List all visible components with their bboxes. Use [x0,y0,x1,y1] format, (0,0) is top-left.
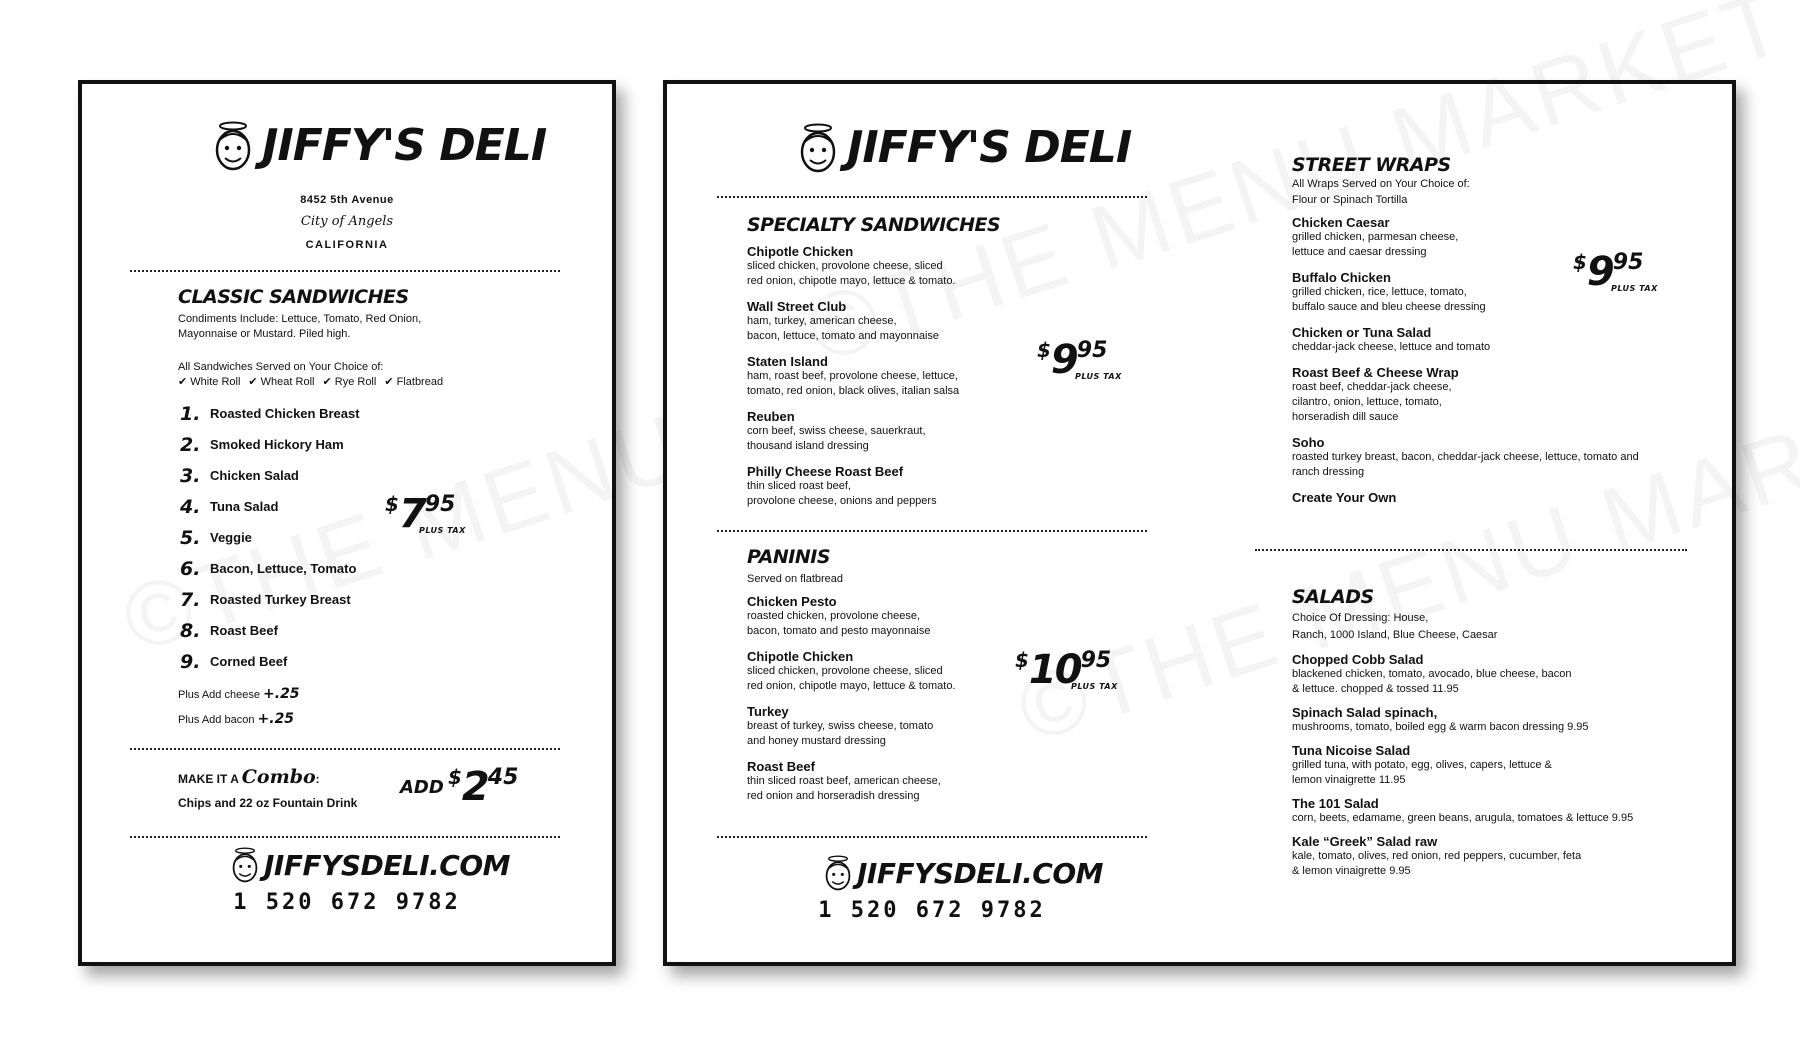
list-item [747,299,1007,344]
price-cents: 95 [1076,338,1108,363]
price-dollar: $ [1573,250,1587,274]
item-number: 5. [180,526,201,549]
item-name: Soho [1292,435,1325,450]
brand-name: JIFFY'S DELI [847,122,1132,173]
footer-brand [230,846,510,884]
specialty-list [747,244,1007,519]
website-link[interactable]: JIFFYSDELI.COM [264,848,511,882]
list-item [180,615,360,646]
salads-sub2: Ranch, 1000 Island, Blue Cheese, Caesar [1292,629,1498,641]
brand-logo [212,120,546,171]
addon-cheese [178,686,300,702]
classic-price [385,491,466,537]
item-desc: lemon vinaigrette 11.95 [1292,774,1406,786]
divider [130,836,560,838]
item-desc: thin sliced roast beef, [747,480,851,492]
item-name: Veggie [210,530,252,545]
address-street: 8452 5th Avenue [300,194,394,206]
website-link[interactable]: JIFFYSDELI.COM [857,856,1104,890]
item-desc: sliced chicken, provolone cheese, sliced [747,665,943,677]
paninis-price [1015,647,1118,693]
list-item [1292,490,1672,505]
combo-prefix: MAKE IT A [178,772,239,786]
divider [130,270,560,272]
specialty-price [1037,337,1122,383]
price-whole: 2 [461,764,488,810]
salads-sub1: Choice Of Dressing: House, [1292,612,1429,624]
list-item [180,553,360,584]
address-state: CALIFORNIA [305,239,389,251]
price-whole: 9 [1050,337,1077,383]
item-name: Tuna Nicoise Salad [1292,743,1411,758]
footer-brand [823,854,1103,892]
wraps-sub2: Flour or Spinach Tortilla [1292,194,1408,206]
item-desc: roasted chicken, provolone cheese, [747,610,921,622]
addon-price: +.25 [257,711,295,727]
address-city: City of Angels [300,214,394,229]
item-name: The 101 Salad [1292,796,1379,811]
item-name: Roasted Turkey Breast [210,592,351,607]
combo-colon: : [315,772,320,786]
phone-number[interactable]: 1 520 672 9782 [233,890,461,915]
item-number: 9. [180,650,201,673]
item-number: 4. [180,495,201,518]
brand-logo [797,122,1131,173]
item-desc: red onion, chipotle mayo, lettuce & tomato. [747,680,956,692]
addon-label: Plus Add bacon [178,714,255,726]
item-desc: blackened chicken, tomato, avocado, blue cheese, bacon [1292,668,1572,680]
wraps-sub1: All Wraps Served on Your Choice of: [1292,178,1470,190]
phone-number[interactable]: 1 520 672 9782 [818,898,1046,923]
item-desc: grilled chicken, parmesan cheese, [1292,231,1459,243]
item-name: Chicken Pesto [747,594,837,609]
item-desc: tomato, red onion, black olives, italian salsa [747,385,960,397]
salads-list [1292,652,1692,887]
list-item [180,429,360,460]
divider [1255,549,1687,551]
bread-option: ✔ White Roll [178,376,241,388]
brand-name: JIFFY'S DELI [262,120,547,171]
item-desc: cheddar-jack cheese, lettuce and tomato [1292,341,1491,353]
item-desc: mushrooms, tomato, boiled egg & warm bacon dressing 9.95 [1292,721,1589,733]
item-name: Kale “Greek” Salad raw [1292,834,1438,849]
item-desc: ranch dressing [1292,466,1365,478]
item-name: Bacon, Lettuce, Tomato [210,561,357,576]
item-name: Spinach Salad spinach, [1292,705,1438,720]
list-item [180,522,360,553]
item-name: Chipotle Chicken [747,649,854,664]
item-name: Roast Beef [210,623,278,638]
item-name: Turkey [747,704,789,719]
item-desc: thousand island dressing [747,440,869,452]
addon-label: Plus Add cheese [178,689,260,701]
paninis-subtitle: Served on flatbread [747,573,844,585]
combo-word: Combo [241,766,316,788]
item-name: Roasted Chicken Breast [210,406,360,421]
price-dollar: $ [1015,648,1029,672]
salads-title: SALADS [1292,586,1374,608]
item-desc: cilantro, onion, lettuce, tomato, [1292,396,1442,408]
price-tax: PLUS TAX [1075,372,1122,381]
item-desc: corn, beets, edamame, green beans, arugula, tomatoes & lettuce 9.95 [1292,812,1634,824]
item-number: 6. [180,557,201,580]
item-name: Chicken Salad [210,468,299,483]
mascot-face-icon [797,123,839,173]
price-dollar: $ [448,765,462,789]
item-name: Philly Cheese Roast Beef [747,464,904,479]
item-desc: roasted turkey breast, bacon, cheddar-jack cheese, lettuce, tomato and [1292,451,1639,463]
item-desc: ham, turkey, american cheese, [747,315,897,327]
list-item [180,460,360,491]
list-item [1292,705,1692,735]
price-cents: 95 [424,492,456,517]
mascot-face-icon [230,846,260,884]
item-name: Tuna Salad [210,499,279,514]
price-tax: PLUS TAX [1611,284,1658,293]
condiments-note: Condiments Include: Lettuce, Tomato, Red Onion, Mayonnaise or Mustard. Piled high. [178,313,422,340]
price-whole: 7 [398,491,425,537]
list-item [747,594,1007,639]
classic-sandwich-list [180,398,360,677]
combo-price [448,764,519,810]
left-menu-page [78,80,616,966]
paninis-list [747,594,1007,814]
item-desc: and honey mustard dressing [747,735,886,747]
bread-option: ✔ Flatbread [384,376,444,388]
item-desc: & lettuce. chopped & tossed 11.95 [1292,683,1459,695]
item-desc: grilled chicken, rice, lettuce, tomato, [1292,286,1467,298]
specialty-sandwiches-title: SPECIALTY SANDWICHES [747,214,1001,236]
item-name: Corned Beef [210,654,288,669]
list-item [1292,325,1672,355]
list-item [747,649,1007,694]
bread-option: ✔ Rye Roll [322,376,377,388]
item-desc: sliced chicken, provolone cheese, sliced [747,260,943,272]
price-cents: 95 [1080,648,1112,673]
divider [717,196,1147,198]
list-item [1292,743,1692,788]
list-item [1292,435,1672,480]
item-name: Chicken Caesar [1292,215,1390,230]
price-tax: PLUS TAX [1071,682,1118,691]
list-item [1292,796,1692,826]
item-desc: buffalo sauce and bleu cheese dressing [1292,301,1486,313]
list-item [180,491,360,522]
item-number: 2. [180,433,201,456]
combo-heading [178,766,320,788]
item-name: Buffalo Chicken [1292,270,1391,285]
list-item [747,409,1007,454]
item-desc: red onion, chipotle mayo, lettuce & tomato. [747,275,956,287]
right-menu-page [663,80,1736,966]
paninis-title: PANINIS [747,546,831,568]
list-item [747,354,1007,399]
list-item [180,584,360,615]
divider [717,836,1147,838]
item-desc: thin sliced roast beef, american cheese, [747,775,941,787]
bread-options [178,375,443,390]
item-name: Reuben [747,409,795,424]
list-item [1292,834,1692,879]
addon-bacon [178,711,294,727]
item-desc: ham, roast beef, provolone cheese, lettuce, [747,370,958,382]
item-desc: kale, tomato, olives, red onion, red peppers, cucumber, feta [1292,850,1582,862]
combo-add-label: ADD [400,777,444,798]
item-name: Roast Beef [747,759,815,774]
item-desc: red onion and horseradish dressing [747,790,920,802]
item-desc: grilled tuna, with potato, egg, olives, capers, lettuce & [1292,759,1552,771]
price-whole: 10 [1028,647,1081,693]
price-cents: 95 [1612,250,1644,275]
list-item [747,244,1007,289]
item-name: Chipotle Chicken [747,244,854,259]
wraps-price [1573,249,1658,295]
item-number: 3. [180,464,201,487]
item-name: Staten Island [747,354,828,369]
mascot-face-icon [823,854,853,892]
addon-price: +.25 [263,686,300,702]
mascot-face-icon [212,121,254,171]
divider [717,530,1147,532]
bread-option: ✔ Wheat Roll [248,376,315,388]
price-cents: 45 [487,765,519,790]
price-whole: 9 [1586,249,1613,295]
item-desc: corn beef, swiss cheese, sauerkraut, [747,425,926,437]
price-dollar: $ [385,492,399,516]
item-name: Create Your Own [1292,490,1397,505]
list-item [747,704,1007,749]
street-wraps-title: STREET WRAPS [1292,154,1451,176]
item-desc: bacon, tomato and pesto mayonnaise [747,625,931,637]
item-desc: breast of turkey, swiss cheese, tomato [747,720,934,732]
item-desc: bacon, lettuce, tomato and mayonnaise [747,330,940,342]
item-name: Wall Street Club [747,299,847,314]
item-desc: horseradish dill sauce [1292,411,1399,423]
list-item [1292,652,1692,697]
item-desc: roast beef, cheddar-jack cheese, [1292,381,1452,393]
item-number: 8. [180,619,201,642]
classic-sandwiches-title: CLASSIC SANDWICHES [178,286,409,308]
list-item [1292,365,1672,425]
item-desc: lettuce and caesar dressing [1292,246,1427,258]
item-name: Chopped Cobb Salad [1292,652,1424,667]
item-name: Chicken or Tuna Salad [1292,325,1432,340]
list-item [747,464,1007,509]
item-desc: provolone cheese, onions and peppers [747,495,937,507]
divider [130,748,560,750]
item-number: 1. [180,402,201,425]
price-tax: PLUS TAX [419,526,466,535]
list-item [747,759,1007,804]
list-item [180,646,360,677]
list-item [180,398,360,429]
item-name: Smoked Hickory Ham [210,437,344,452]
item-number: 7. [180,588,201,611]
item-desc: & lemon vinaigrette 9.95 [1292,865,1411,877]
price-dollar: $ [1037,338,1051,362]
item-name: Roast Beef & Cheese Wrap [1292,365,1459,380]
served-on-note: All Sandwiches Served on Your Choice of: [178,361,384,373]
combo-desc: Chips and 22 oz Fountain Drink [178,796,358,810]
